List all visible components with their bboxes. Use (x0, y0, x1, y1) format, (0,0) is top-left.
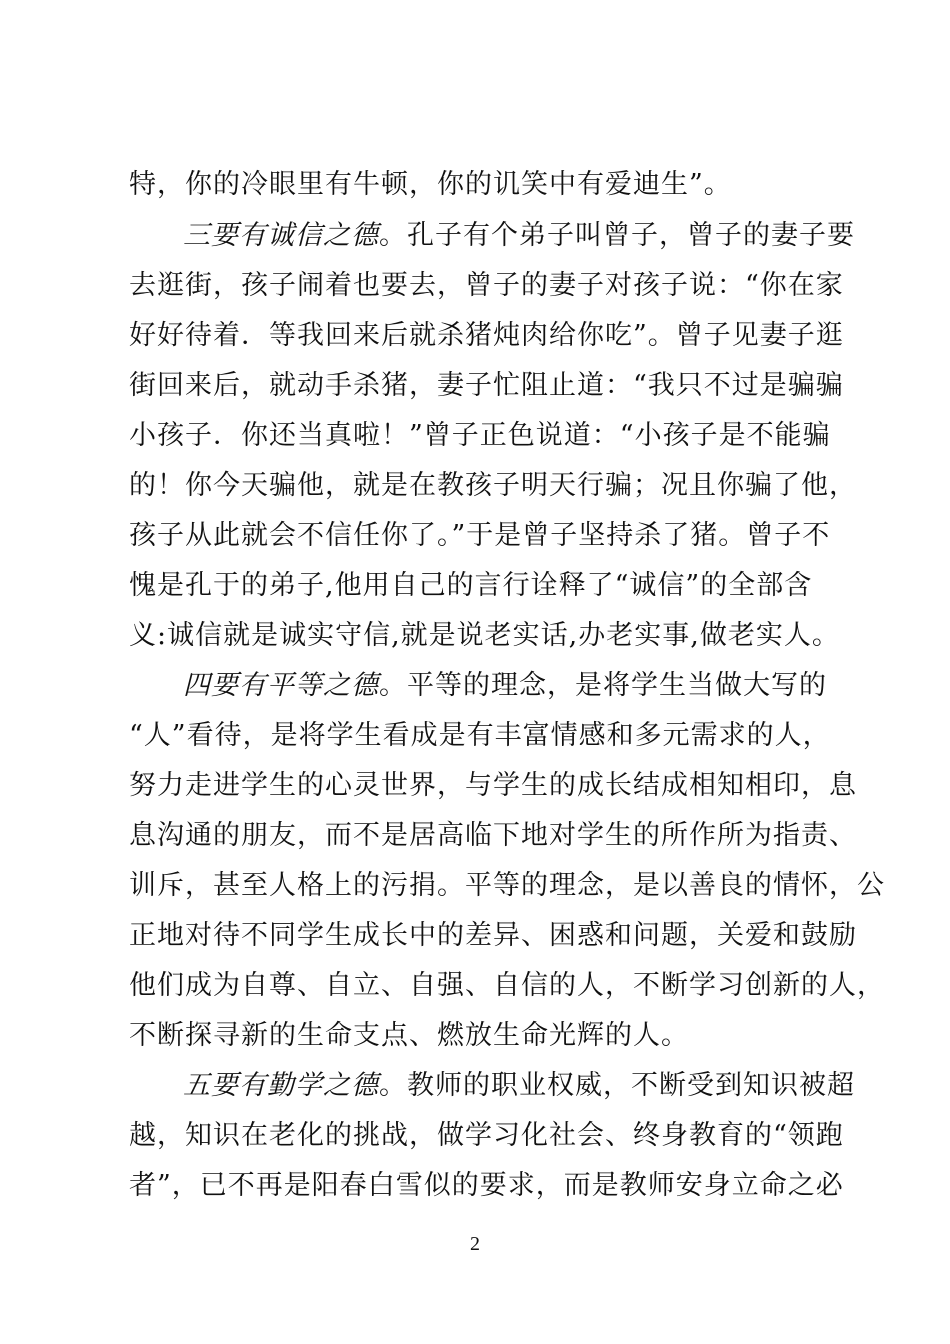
line-text: 愧是孔于的弟子,他用自己的言行诠释了“诚信”的全部含 (129, 570, 813, 601)
body-line-8 (129, 516, 829, 556)
line-text: 。孔子有个弟子叫曾子，曾子的妻子要 (379, 220, 855, 251)
body-line-18 (129, 1016, 829, 1056)
body-line-4 (129, 316, 844, 356)
body-line-3 (129, 266, 844, 306)
body-line-13 (129, 766, 857, 806)
body-line-14 (129, 816, 857, 856)
line-text: 去逛街，孩子闹着也要去，曾子的妻子对孩子说：“你在家 (129, 270, 844, 301)
line-text: 小孩子．你还当真啦！”曾子正色说道：“小孩子是不能骗 (129, 420, 831, 451)
page-number: 2 (470, 1233, 480, 1255)
body-line-15 (129, 866, 885, 906)
line-text: 他们成为自尊、自立、自强、自信的人，不断学习创新的人， (129, 970, 885, 1001)
section-heading-integrity: 三要有诚信之德 (183, 220, 379, 251)
line-text: 不断探寻新的生命支点、燃放生命光辉的人。 (129, 1020, 689, 1051)
body-line-1 (129, 165, 829, 205)
body-line-17 (129, 966, 885, 1006)
section-heading-equality: 四要有平等之德 (183, 670, 379, 701)
line-text: 息沟通的朋友，而不是居高临下地对学生的所作所为指责、 (129, 820, 857, 851)
body-line-16 (129, 916, 857, 956)
body-line-9 (129, 566, 829, 606)
line-text: 正地对待不同学生成长中的差异、困惑和问题，关爱和鼓励 (129, 920, 857, 951)
line-text: 街回来后，就动手杀猪，妻子忙阻止道：“我只不过是骗骗 (129, 370, 844, 401)
body-line-19 (183, 1066, 855, 1106)
line-text: “人”看待，是将学生看成是有丰富情感和多元需求的人， (129, 720, 831, 751)
line-text: 者”，已不再是阳春白雪似的要求，而是教师安身立命之必 (129, 1170, 844, 1201)
body-line-12 (129, 716, 829, 756)
line-text: 。教师的职业权威，不断受到知识被超 (379, 1070, 855, 1101)
body-line-7 (129, 466, 857, 506)
body-line-11 (183, 666, 829, 706)
line-text: 努力走进学生的心灵世界，与学生的成长结成相知相印，息 (129, 770, 857, 801)
line-text: 的！你今天骗他，就是在教孩子明天行骗；况且你骗了他， (129, 470, 857, 501)
line-text: 好好待着．等我回来后就杀猪炖肉给你吃”。曾子见妻子逛 (129, 320, 844, 351)
line-text: 越，知识在老化的挑战，做学习化社会、终身教育的“领跑 (129, 1120, 844, 1151)
body-line-5 (129, 366, 844, 406)
body-line-10 (129, 616, 840, 656)
line-text: 。平等的理念，是将学生当做大写的 (379, 670, 827, 701)
line-text: 义:诚信就是诚实守信,就是说老实话,办老实事,做老实人。 (129, 620, 840, 651)
line-text: 特，你的冷眼里有牛顿，你的讥笑中有爱迪生”。 (129, 169, 732, 200)
section-heading-diligence: 五要有勤学之德 (183, 1070, 379, 1101)
body-line-21 (129, 1166, 844, 1206)
line-text: 孩子从此就会不信任你了。”于是曾子坚持杀了猪。曾子不 (129, 520, 831, 551)
body-line-2 (183, 216, 855, 256)
body-line-6 (129, 416, 829, 456)
body-line-20 (129, 1116, 844, 1156)
line-text: 训斥，甚至人格上的污捐。平等的理念，是以善良的情怀，公 (129, 870, 885, 901)
